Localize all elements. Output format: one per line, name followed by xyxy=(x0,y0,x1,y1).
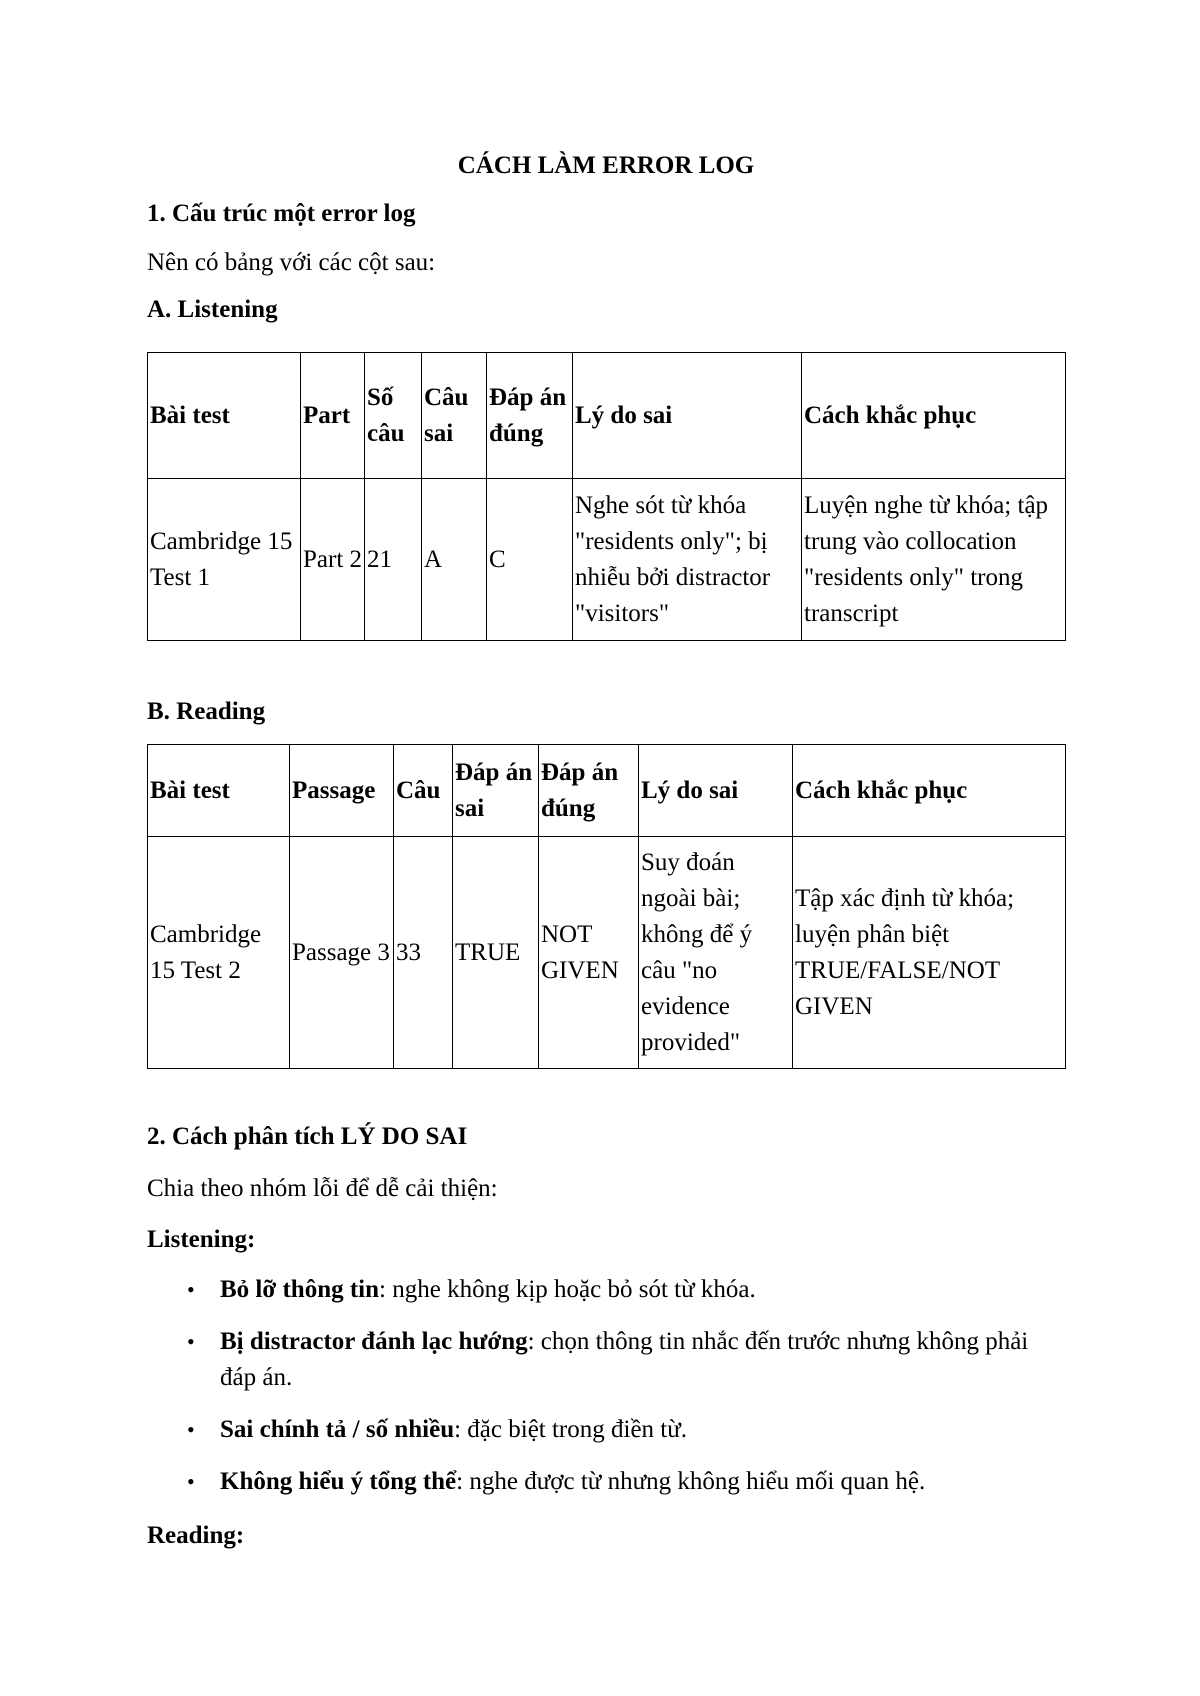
header-cell: Câu sai xyxy=(422,353,487,479)
cell-correct-answer: C xyxy=(487,479,573,641)
error-description: : nghe không kịp hoặc bỏ sót từ khóa. xyxy=(379,1276,756,1303)
list-item xyxy=(147,1272,1065,1308)
listening-error-list xyxy=(147,1272,1065,1516)
error-description: : chọn thông tin nhắc đến trước nhưng không phải đáp án. xyxy=(220,1328,1029,1391)
error-term: Không hiểu ý tổng thể xyxy=(220,1468,457,1495)
header-cell: Đáp án đúng xyxy=(487,353,573,479)
bullet-icon: • xyxy=(187,1469,195,1494)
reading-heading: B. Reading xyxy=(147,698,266,725)
error-description: : nghe được từ nhưng không hiểu mối quan hệ. xyxy=(456,1468,926,1495)
cell-wrong-answer: TRUE xyxy=(453,837,539,1069)
list-item xyxy=(147,1412,1065,1448)
table-header-row xyxy=(148,745,1066,837)
listening-error-table xyxy=(147,352,1066,641)
header-cell: Lý do sai xyxy=(573,353,802,479)
reading-error-table xyxy=(147,744,1066,1069)
reading-errors-label: Reading: xyxy=(147,1522,245,1549)
error-term: Bỏ lỡ thông tin xyxy=(220,1276,380,1303)
header-cell: Cách khắc phục xyxy=(793,745,1066,837)
section-1-heading: 1. Cấu trúc một error log xyxy=(147,200,416,227)
cell-fix: Luyện nghe từ khóa; tập trung vào collocation "residents only" trong transcript xyxy=(802,479,1066,641)
error-term: Sai chính tả / số nhiều xyxy=(220,1416,455,1443)
listening-errors-label: Listening: xyxy=(147,1226,256,1253)
document-title: CÁCH LÀM ERROR LOG xyxy=(457,152,755,179)
list-item xyxy=(147,1324,1065,1396)
header-cell: Câu xyxy=(394,745,453,837)
listening-heading: A. Listening xyxy=(147,296,278,323)
cell-reason: Suy đoán ngoài bài; không để ý câu "no evidence provided" xyxy=(639,837,793,1069)
table-row xyxy=(148,479,1066,641)
cell-fix: Tập xác định từ khóa; luyện phân biệt TRUE/FALSE/NOT GIVEN xyxy=(793,837,1066,1069)
cell-passage: Passage 3 xyxy=(290,837,394,1069)
header-cell: Part xyxy=(301,353,365,479)
cell-question-number: 21 xyxy=(365,479,422,641)
cell-reason: Nghe sót từ khóa "residents only"; bị nhiễu bởi distractor "visitors" xyxy=(573,479,802,641)
bullet-icon: • xyxy=(187,1329,195,1354)
header-cell: Lý do sai xyxy=(639,745,793,837)
cell-part: Part 2 xyxy=(301,479,365,641)
header-cell: Số câu xyxy=(365,353,422,479)
header-cell: Bài test xyxy=(148,745,290,837)
cell-wrong-answer: A xyxy=(422,479,487,641)
cell-question-number: 33 xyxy=(394,837,453,1069)
section-1-intro: Nên có bảng với các cột sau: xyxy=(147,249,436,276)
section-2-heading: 2. Cách phân tích LÝ DO SAI xyxy=(147,1123,468,1150)
cell-test: Cambridge 15 Test 1 xyxy=(148,479,301,641)
bullet-icon: • xyxy=(187,1277,195,1302)
list-item xyxy=(147,1464,1065,1500)
cell-correct-answer: NOT GIVEN xyxy=(539,837,639,1069)
table-row xyxy=(148,837,1066,1069)
section-2-intro: Chia theo nhóm lỗi để dễ cải thiện: xyxy=(147,1175,498,1202)
cell-test: Cambridge 15 Test 2 xyxy=(148,837,290,1069)
error-description: : đặc biệt trong điền từ. xyxy=(454,1416,688,1443)
error-term: Bị distractor đánh lạc hướng xyxy=(220,1328,528,1355)
header-cell: Bài test xyxy=(148,353,301,479)
header-cell: Cách khắc phục xyxy=(802,353,1066,479)
header-cell: Đáp án đúng xyxy=(539,745,639,837)
header-cell: Passage xyxy=(290,745,394,837)
header-cell: Đáp án sai xyxy=(453,745,539,837)
table-header-row xyxy=(148,353,1066,479)
bullet-icon: • xyxy=(187,1417,195,1442)
